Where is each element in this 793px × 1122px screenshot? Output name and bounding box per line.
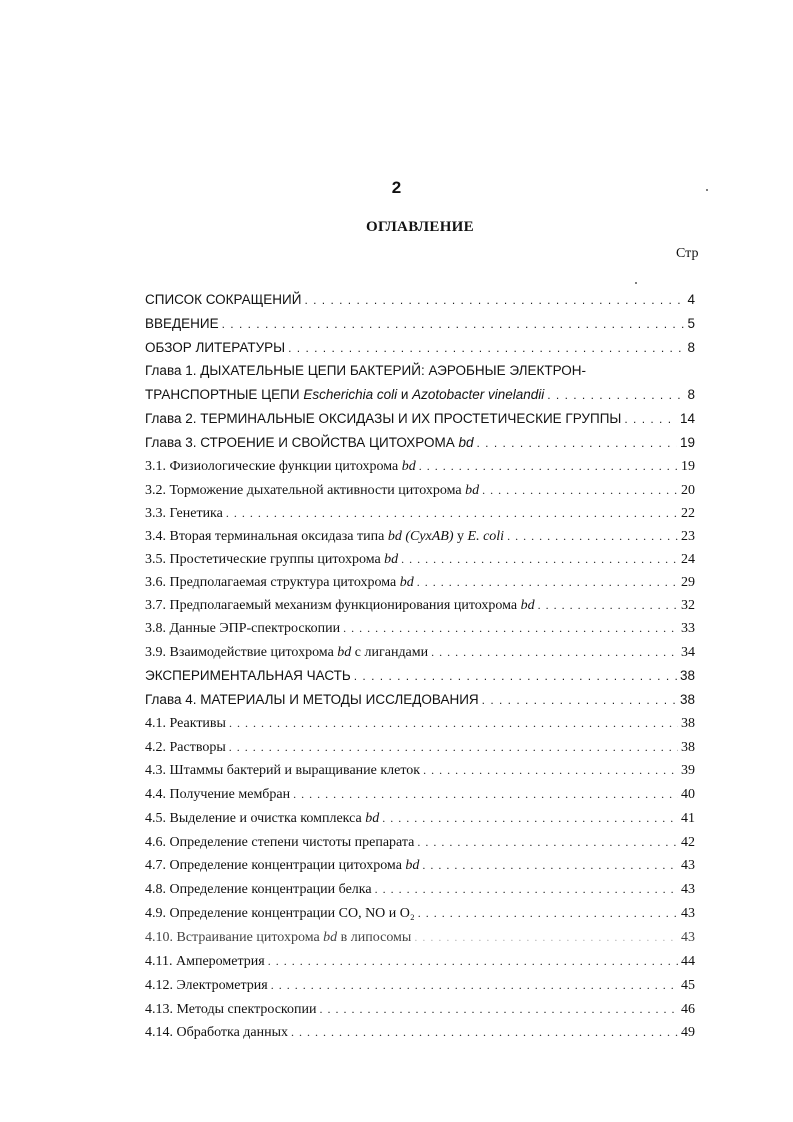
toc-entry-page: 19 — [681, 459, 695, 474]
toc-entry-label: 4.14. Обработка данных — [145, 1025, 289, 1040]
toc-entry-label: 4.8. Определение концентрации белка — [145, 882, 372, 897]
dot-leader — [343, 621, 678, 636]
dot-leader — [476, 436, 676, 450]
toc-entry-page: 23 — [681, 529, 695, 544]
toc-entry-page: 20 — [681, 483, 695, 498]
toc-entry-label: СПИСОК СОКРАЩЕНИЙ — [145, 292, 302, 307]
toc-title: ОГЛАВЛЕНИЕ — [366, 219, 474, 235]
dot-leader — [229, 716, 678, 731]
dot-leader — [417, 835, 678, 850]
toc-entry[interactable] — [145, 292, 695, 312]
dot-leader — [293, 787, 678, 802]
dot-leader — [624, 412, 677, 426]
toc-entry-page: 43 — [681, 930, 695, 945]
toc-entry-label: 4.1. Реактивы — [145, 716, 226, 731]
toc-entry[interactable] — [145, 340, 695, 360]
toc-entry[interactable] — [145, 506, 695, 526]
page-number: 2 — [391, 178, 402, 197]
toc-entry[interactable] — [145, 435, 695, 455]
dot-leader — [291, 1025, 678, 1040]
toc-entry-label: ЭКСПЕРИМЕНТАЛЬНАЯ ЧАСТЬ — [145, 668, 351, 683]
dot-leader — [320, 1002, 679, 1017]
toc-entry-label: 4.11. Амперометрия — [145, 954, 265, 969]
dot-leader — [304, 293, 684, 307]
toc-entry-label: 4.7. Определение концентрации цитохрома bd — [145, 858, 420, 873]
toc-entry[interactable] — [145, 906, 695, 926]
toc-entry-label: Глава 4. МАТЕРИАЛЫ И МЕТОДЫ ИССЛЕДОВАНИЯ — [145, 692, 479, 707]
toc-entry[interactable] — [145, 978, 695, 998]
dot-leader — [229, 740, 678, 755]
toc-entry-label: 4.3. Штаммы бактерий и выращивание клеток — [145, 763, 421, 778]
toc-entry[interactable] — [145, 621, 695, 641]
toc-entry-label: 3.8. Данные ЭПР-спектроскопии — [145, 621, 341, 636]
dot-leader — [423, 763, 678, 778]
toc-entry-label: Глава 1. ДЫХАТЕЛЬНЫЕ ЦЕПИ БАКТЕРИЙ: АЭРОБНЫЕ ЭЛЕКТРОН- — [145, 363, 587, 378]
dot-leader — [418, 906, 678, 921]
dot-leader — [422, 858, 678, 873]
dot-leader — [414, 930, 678, 945]
toc-entry[interactable] — [145, 598, 695, 618]
scan-speck — [706, 189, 708, 191]
toc-entry[interactable] — [145, 645, 695, 665]
toc-entry-page: 33 — [681, 621, 695, 636]
toc-entry-label: 3.6. Предполагаемая структура цитохрома bd — [145, 575, 414, 590]
toc-entry-page: 38 — [679, 692, 695, 707]
toc-entry-page: 32 — [681, 598, 695, 613]
toc-entry-page: 46 — [681, 1002, 695, 1017]
dot-leader — [268, 954, 678, 969]
dot-leader — [222, 317, 685, 331]
toc-entry-label: 4.13. Методы спектроскопии — [145, 1002, 317, 1017]
dot-leader — [507, 529, 678, 544]
toc-entry[interactable] — [145, 716, 695, 736]
toc-entry-page: 34 — [681, 645, 695, 660]
toc-entry-page: 29 — [681, 575, 695, 590]
toc-entry-page: 42 — [681, 835, 695, 850]
toc-entry[interactable] — [145, 459, 695, 479]
toc-entry-page: 8 — [687, 340, 695, 355]
toc-entry-label: 4.6. Определение степени чистоты препарата — [145, 835, 415, 850]
dot-leader — [375, 882, 678, 897]
toc-entry[interactable] — [145, 483, 695, 503]
toc-entry[interactable] — [145, 668, 695, 688]
toc-entry-page: 5 — [687, 316, 695, 331]
toc-entry-page: 8 — [687, 387, 695, 402]
toc-entry-page: 14 — [679, 411, 695, 426]
toc-entry-label: Глава 3. СТРОЕНИЕ И СВОЙСТВА ЦИТОХРОМА bd — [145, 435, 474, 450]
toc-entry-page: 45 — [681, 978, 695, 993]
toc-entry-page: 41 — [681, 811, 695, 826]
toc-entry-label: 3.4. Вторая терминальная оксидаза типа bd (CyxAB) у E. coli — [145, 529, 505, 544]
dot-leader — [382, 811, 678, 826]
toc-entry[interactable] — [145, 529, 695, 549]
dot-leader — [401, 552, 678, 567]
dot-leader — [431, 645, 678, 660]
toc-entry-label: 4.5. Выделение и очистка комплекса bd — [145, 811, 380, 826]
toc-entry-page: 40 — [681, 787, 695, 802]
toc-entry[interactable] — [145, 363, 695, 383]
toc-entry[interactable] — [145, 1025, 695, 1045]
toc-entry-label: 3.3. Генетика — [145, 506, 223, 521]
dot-leader — [271, 978, 678, 993]
toc-entry-page: 38 — [681, 740, 695, 755]
toc-entry-page: 43 — [681, 882, 695, 897]
toc-entry-label: 3.5. Простетические группы цитохрома bd — [145, 552, 399, 567]
toc-entry-label: 3.1. Физиологические функции цитохрома bd — [145, 459, 416, 474]
toc-entry-page: 43 — [681, 858, 695, 873]
toc-entry-page: 49 — [681, 1025, 695, 1040]
toc-entry[interactable] — [145, 954, 695, 974]
dot-leader — [482, 483, 678, 498]
toc-entry-label: 4.9. Определение концентрации CO, NO и O₂ — [145, 906, 415, 921]
dot-leader — [547, 388, 684, 402]
toc-entry[interactable] — [145, 930, 695, 950]
toc-entry-page: 38 — [681, 716, 695, 731]
toc-entry[interactable] — [145, 763, 695, 783]
toc-entry-page: 38 — [679, 668, 695, 683]
toc-entry-page: 4 — [687, 292, 695, 307]
dot-leader — [538, 598, 678, 613]
dot-leader — [354, 669, 677, 683]
page-column-label: Стр — [676, 246, 699, 261]
toc-entry[interactable] — [145, 811, 695, 831]
toc-entry-label: ОБЗОР ЛИТЕРАТУРЫ — [145, 340, 286, 355]
toc-entry-label: Глава 2. ТЕРМИНАЛЬНЫЕ ОКСИДАЗЫ И ИХ ПРОСТЕТИЧЕСКИЕ ГРУППЫ — [145, 411, 622, 426]
toc-entry-label: 4.12. Электрометрия — [145, 978, 268, 993]
toc-entry[interactable] — [145, 882, 695, 902]
toc-entry[interactable] — [145, 387, 695, 407]
dot-leader — [482, 693, 677, 707]
toc-entry-label: 3.9. Взаимодействие цитохрома bd с лигандами — [145, 645, 429, 660]
toc-entry-label: ВВЕДЕНИЕ — [145, 316, 219, 331]
dot-leader — [417, 575, 678, 590]
dot-leader — [288, 341, 684, 355]
toc-entry-page: 43 — [681, 906, 695, 921]
toc-entry[interactable] — [145, 575, 695, 595]
toc-entry-label: 3.7. Предполагаемый механизм функционирования цитохрома bd — [145, 598, 535, 613]
toc-entry-label: 4.10. Встраивание цитохрома bd в липосомы — [145, 930, 412, 945]
toc-entry-label: ТРАНСПОРТНЫЕ ЦЕПИ Escherichia coli и Azotobacter vinelandii — [145, 387, 545, 402]
toc-entry[interactable] — [145, 740, 695, 760]
toc-entry-label: 4.4. Получение мембран — [145, 787, 291, 802]
toc-entry[interactable] — [145, 552, 695, 572]
toc-entry[interactable] — [145, 411, 695, 431]
toc-entry-page: 19 — [679, 435, 695, 450]
toc-entry[interactable] — [145, 787, 695, 807]
toc-entry[interactable] — [145, 316, 695, 336]
toc-entry-page: 39 — [681, 763, 695, 778]
toc-entry[interactable] — [145, 1002, 695, 1022]
scan-speck — [635, 282, 637, 284]
toc-entry[interactable] — [145, 858, 695, 878]
toc-entry-page: 44 — [681, 954, 695, 969]
dot-leader — [226, 506, 678, 521]
toc-entry-page: 22 — [681, 506, 695, 521]
toc-entry[interactable] — [145, 692, 695, 712]
toc-entry-page: 24 — [681, 552, 695, 567]
toc-entry-label: 4.2. Растворы — [145, 740, 226, 755]
dot-leader — [419, 459, 678, 474]
toc-entry[interactable] — [145, 835, 695, 855]
toc-entry-label: 3.2. Торможение дыхательной активности цитохрома bd — [145, 483, 480, 498]
